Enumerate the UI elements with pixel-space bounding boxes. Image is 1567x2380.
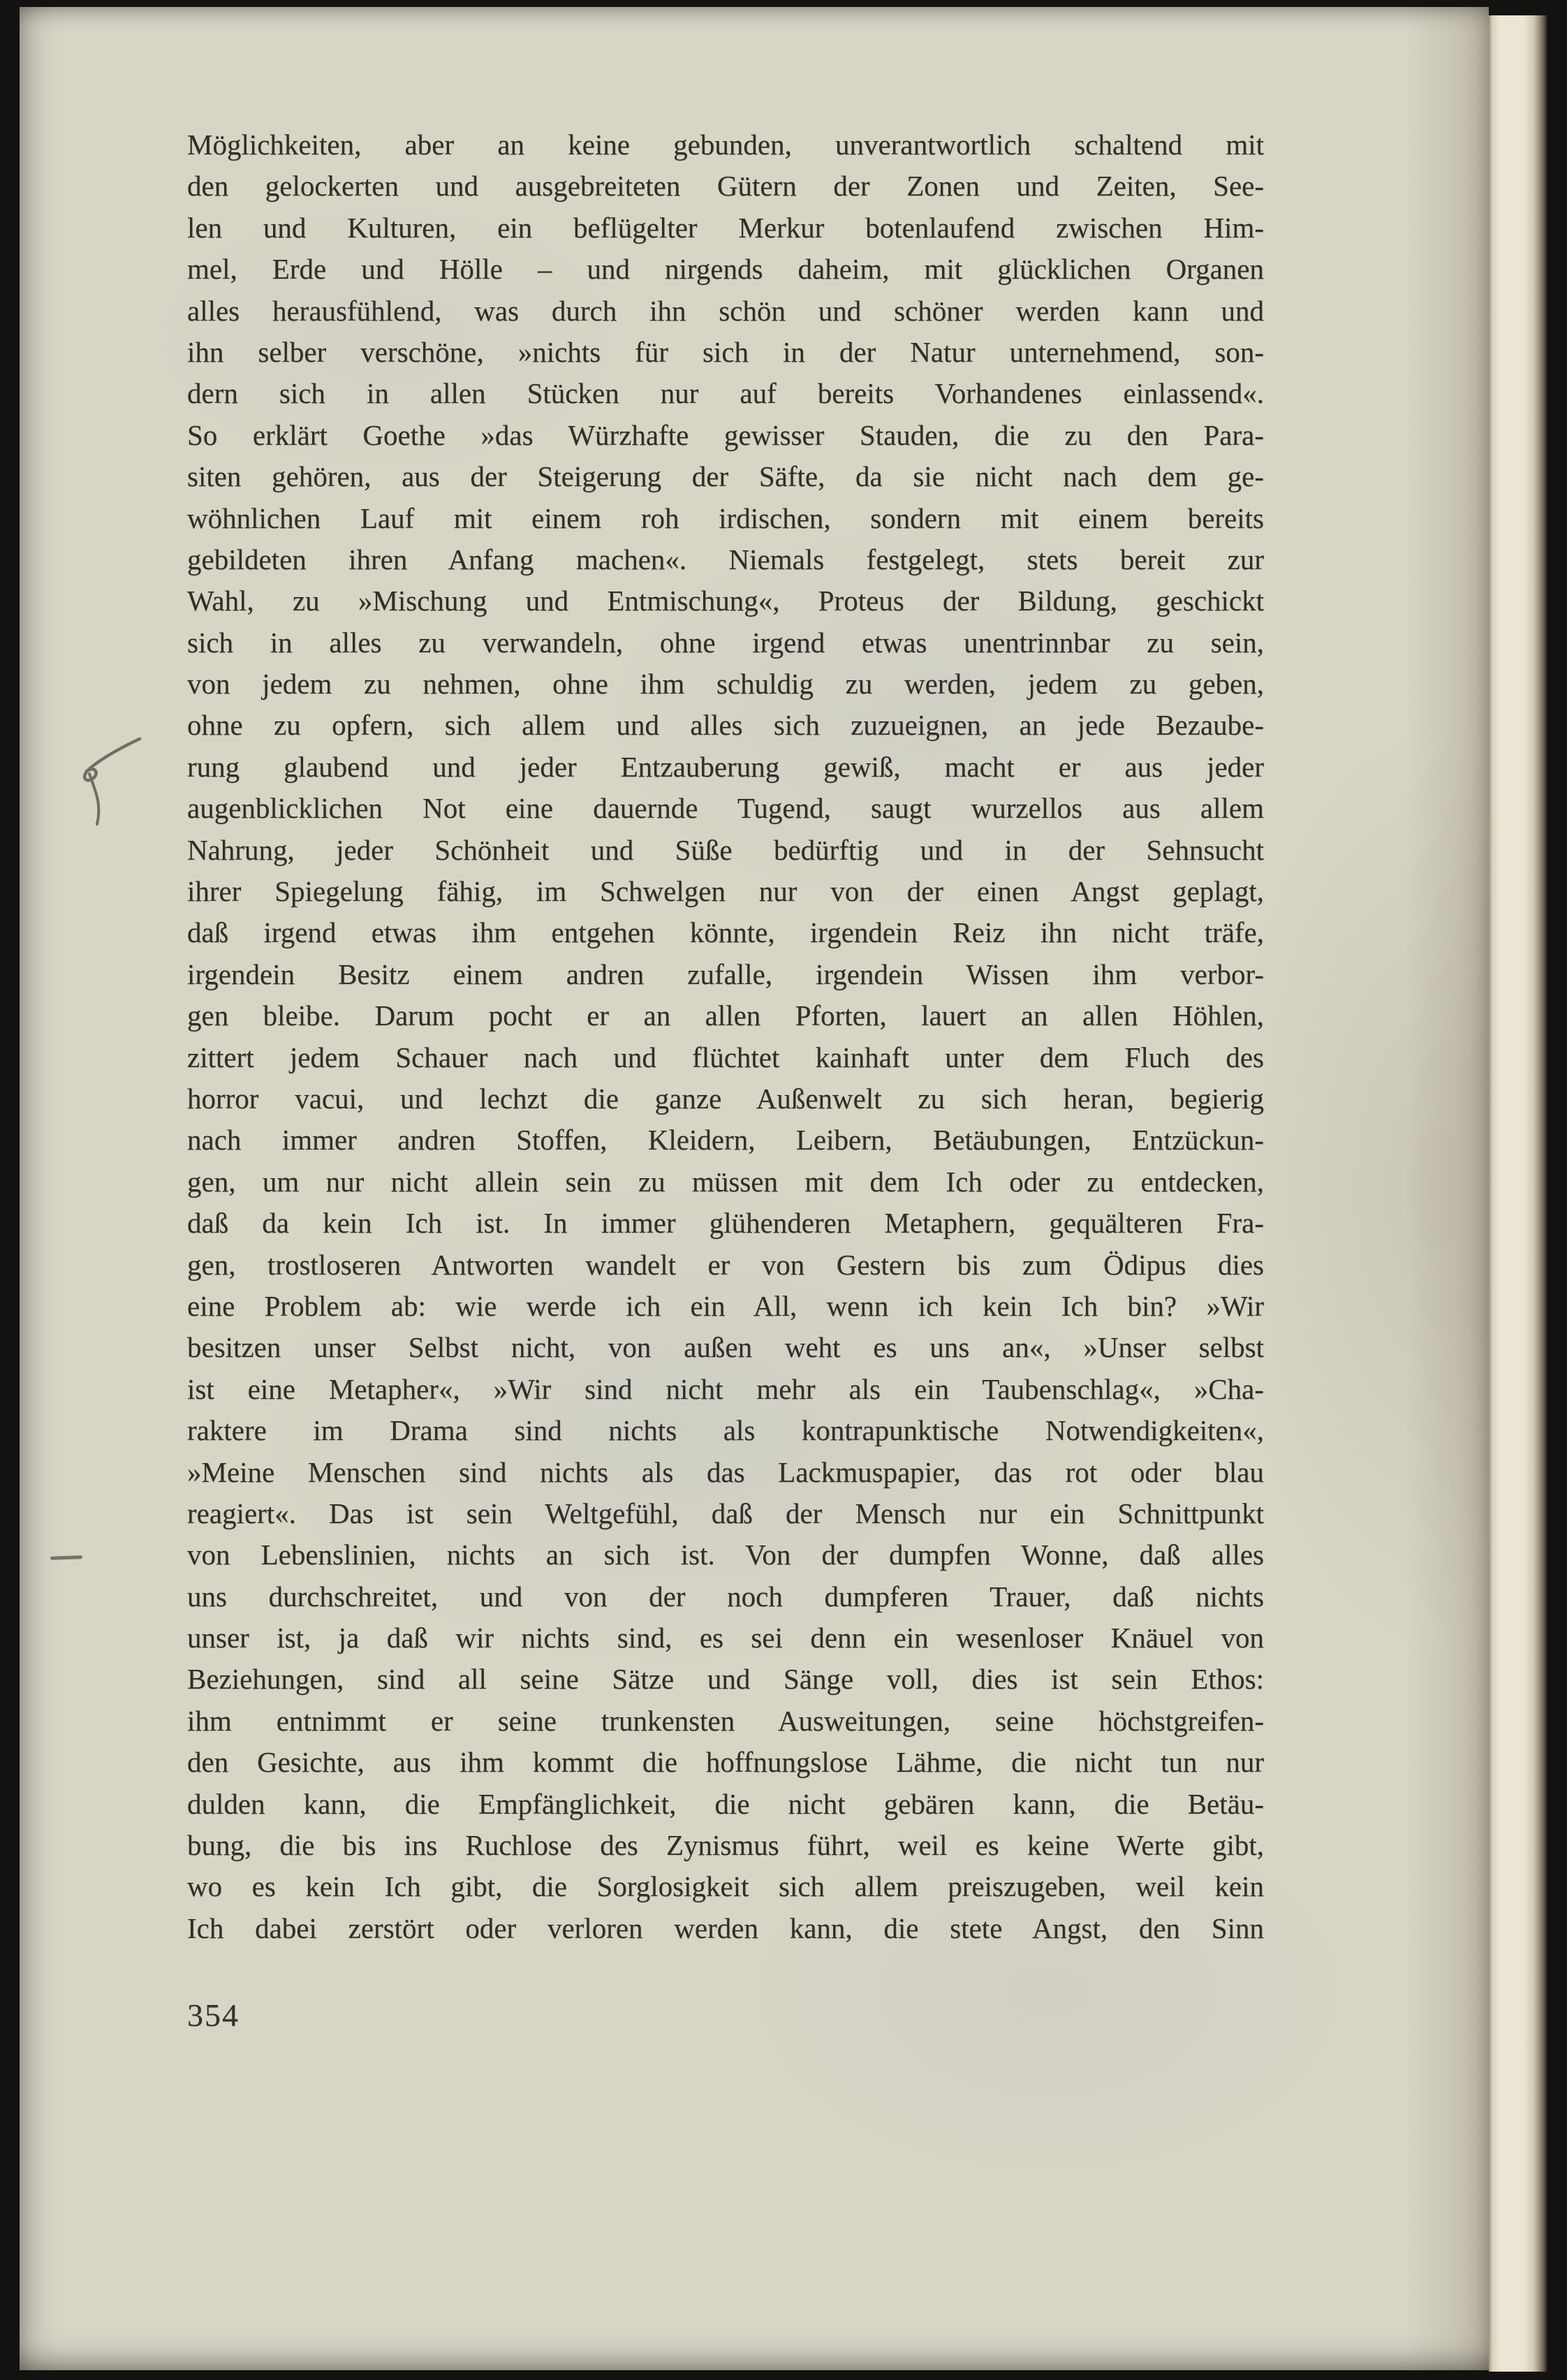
text-line: sich in alles zu verwandeln, ohne irgend etwas unentrinnbar zu sein, xyxy=(187,626,1264,659)
body-text-block xyxy=(187,124,1264,1949)
text-line: wöhnlichen Lauf mit einem roh irdischen, sondern mit einem bereits xyxy=(187,501,1264,534)
text-line: daß irgend etwas ihm entgehen könnte, irgendein Reiz ihn nicht träfe, xyxy=(187,916,1264,949)
text-line: Ich dabei zerstört oder verloren werden kann, die stete Angst, den Sinn xyxy=(187,1911,1264,1944)
text-line: reagiert«. Das ist sein Weltgefühl, daß der Mensch nur ein Schnittpunkt xyxy=(187,1497,1264,1529)
text-line: augenblicklichen Not eine dauernde Tugend, saugt wurzellos aus allem xyxy=(187,792,1264,825)
text-line: gebildeten ihren Anfang machen«. Niemals festgelegt, stets bereit zur xyxy=(187,543,1264,575)
text-line: Beziehungen, sind all seine Sätze und Sänge voll, dies ist sein Ethos: xyxy=(187,1663,1264,1696)
text-line: ihrer Spiegelung fähig, im Schwelgen nur von der einen Angst geplagt, xyxy=(187,875,1264,908)
text-line: »Meine Menschen sind nichts als das Lackmuspapier, das rot oder blau xyxy=(187,1455,1264,1488)
text-line: Nahrung, jeder Schönheit und Süße bedürftig und in der Sehnsucht xyxy=(187,833,1264,866)
text-line: den Gesichte, aus ihm kommt die hoffnungslose Lähme, die nicht tun nur xyxy=(187,1746,1264,1779)
book-page xyxy=(20,7,1489,2370)
text-line: daß da kein Ich ist. In immer glühenderen Metaphern, gequälteren Fra- xyxy=(187,1207,1264,1240)
text-line: zittert jedem Schauer nach und flüchtet kainhaft unter dem Fluch des xyxy=(187,1041,1264,1073)
text-line: dern sich in allen Stücken nur auf bereits Vorhandenes einlassend«. xyxy=(187,377,1264,410)
text-line: ihm entnimmt er seine trunkensten Ausweitungen, seine höchstgreifen- xyxy=(187,1704,1264,1737)
text-line: wo es kein Ich gibt, die Sorglosigkeit sich allem preiszugeben, weil kein xyxy=(187,1870,1264,1903)
text-line: bung, die bis ins Ruchlose des Zynismus führt, weil es keine Werte gibt, xyxy=(187,1829,1264,1862)
text-line: ohne zu opfern, sich allem und alles sich zuzueignen, an jede Bezaube- xyxy=(187,709,1264,742)
text-line: dulden kann, die Empfänglichkeit, die nicht gebären kann, die Betäu- xyxy=(187,1787,1264,1820)
text-line: unser ist, ja daß wir nichts sind, es sei denn ein wesenloser Knäuel von xyxy=(187,1622,1264,1654)
text-line: raktere im Drama sind nichts als kontrapunktische Notwendigkeiten«, xyxy=(187,1414,1264,1447)
text-line: Wahl, zu »Mischung und Entmischung«, Proteus der Bildung, geschickt xyxy=(187,585,1264,617)
text-line: uns durchschreitet, und von der noch dumpferen Trauer, daß nichts xyxy=(187,1580,1264,1613)
text-line: von Lebenslinien, nichts an sich ist. Von der dumpfen Wonne, daß alles xyxy=(187,1538,1264,1571)
text-line: Möglichkeiten, aber an keine gebunden, unverantwortlich schaltend mit xyxy=(187,128,1264,161)
pencil-dash-icon xyxy=(50,1555,82,1560)
page-number: 354 xyxy=(187,1997,240,2033)
text-line: len und Kulturen, ein beflügelter Merkur botenlaufend zwischen Him- xyxy=(187,211,1264,244)
text-line: horror vacui, und lechzt die ganze Außenwelt zu sich heran, begierig xyxy=(187,1082,1264,1115)
text-line: So erklärt Goethe »das Würzhafte gewisser Stauden, die zu den Para- xyxy=(187,418,1264,451)
text-line: mel, Erde und Hölle – und nirgends daheim, mit glücklichen Organen xyxy=(187,253,1264,286)
text-line: besitzen unser Selbst nicht, von außen weht es uns an«, »Unser selbst xyxy=(187,1331,1264,1364)
pencil-check-icon xyxy=(78,733,145,830)
text-line: den gelockerten und ausgebreiteten Gütern der Zonen und Zeiten, See- xyxy=(187,170,1264,203)
text-line: nach immer andren Stoffen, Kleidern, Leibern, Betäubungen, Entzückun- xyxy=(187,1124,1264,1156)
text-line: rung glaubend und jeder Entzauberung gewiß, macht er aus jeder xyxy=(187,750,1264,783)
text-line: alles herausfühlend, was durch ihn schön und schöner werden kann und xyxy=(187,294,1264,327)
text-line: siten gehören, aus der Steigerung der Säfte, da sie nicht nach dem ge- xyxy=(187,460,1264,493)
text-line: irgendein Besitz einem andren zufalle, irgendein Wissen ihm verbor- xyxy=(187,957,1264,990)
text-line: gen bleibe. Darum pocht er an allen Pforten, lauert an allen Höhlen, xyxy=(187,999,1264,1032)
text-line: gen, trostloseren Antworten wandelt er von Gestern bis zum Ödipus dies xyxy=(187,1248,1264,1281)
text-line: ihn selber verschöne, »nichts für sich in der Natur unternehmend, son- xyxy=(187,335,1264,368)
text-line: gen, um nur nicht allein sein zu müssen mit dem Ich oder zu entdecken, xyxy=(187,1165,1264,1198)
text-line: von jedem zu nehmen, ohne ihm schuldig zu werden, jedem zu geben, xyxy=(187,668,1264,700)
text-line: ist eine Metapher«, »Wir sind nicht mehr als ein Taubenschlag«, »Cha- xyxy=(187,1372,1264,1405)
adjacent-page-edge xyxy=(1489,15,1547,2372)
text-line: eine Problem ab: wie werde ich ein All, wenn ich kein Ich bin? »Wir xyxy=(187,1289,1264,1322)
